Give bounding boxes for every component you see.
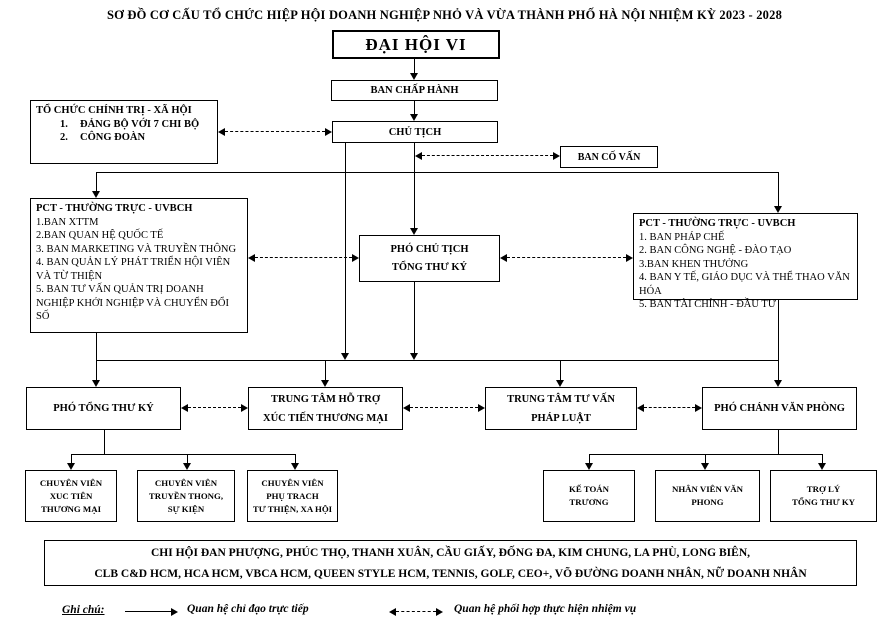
node-nhan-vien-van-phong [655, 470, 760, 522]
node-dai-hoi [332, 30, 500, 59]
legend-title: Ghi chú: [62, 604, 105, 616]
node-cv-xuc-tien-line3: THƯƠNG MẠI [40, 503, 102, 514]
node-cv-truyen-thong-line1: CHUYÊN VIÊN [154, 477, 218, 488]
node-tro-ly-line1: TRỢ LÝ [806, 484, 841, 494]
node-chuyen-vien-phu-trach [247, 470, 338, 522]
node-chi-hoi-line2: CLB C&D HCM, HCA HCM, VBCA HCM, QUEEN STYLE HCM, TENNIS, GOLF, CEO+, VÕ ĐƯỜNG DOANH NHÂN, NỮ DOANH NHÂN [94, 568, 807, 580]
node-tro-ly-tong-thu-ky [770, 470, 877, 522]
node-trung-tam-ho-tro [248, 387, 403, 430]
node-ke-toan-truong [543, 470, 635, 522]
node-pct-thuong-truc-left [30, 198, 248, 333]
node-chi-hoi-line1: CHI HỘI ĐAN PHƯỢNG, PHÚC THỌ, THANH XUÂN, CẦU GIẤY, ĐỐNG ĐA, KIM CHUNG, LA PHÙ, LONG BIÊN, [151, 547, 750, 559]
legend-dashed-label: Quan hệ phối hợp thực hiện nhiệm vụ [454, 603, 637, 615]
node-cv-phu-trach-line1: CHUYÊN VIÊN [261, 477, 324, 488]
list-item: 2.BAN QUAN HỆ QUỐC TẾ [36, 230, 164, 241]
node-nhan-vien-vp-line2: PHONG [691, 497, 724, 507]
node-ke-toan-line1: KẾ TOÁN [568, 484, 609, 494]
node-ban-chap-hanh-label: BAN CHẤP HÀNH [370, 85, 459, 96]
node-ban-chap-hanh [331, 80, 498, 101]
node-chi-hoi-list [44, 540, 857, 586]
node-ban-co-van [560, 146, 658, 168]
list-item: 4. BAN QUẢN LÝ PHÁT TRIỂN HỘI VIÊN VÀ TỪ THIỆN [36, 257, 231, 282]
node-to-chuc-title: TỔ CHỨC CHÍNH TRỊ - XÃ HỘI [36, 105, 192, 116]
node-pho-chu-tich [359, 235, 500, 282]
list-item: 2. BAN CÔNG NGHỆ - ĐÀO TẠO [639, 245, 792, 256]
node-tt-tu-van-line2: PHÁP LUẬT [531, 412, 591, 424]
list-item: 5. BAN TÀI CHÍNH - ĐẦU TƯ [639, 299, 776, 310]
node-ban-co-van-label: BAN CỐ VẤN [577, 151, 641, 163]
node-ke-toan-line2: TRƯƠNG [569, 497, 609, 507]
list-item: 3. BAN MARKETING VÀ TRUYỀN THÔNG [36, 243, 237, 255]
node-pct-thuong-truc-right [633, 213, 858, 310]
list-item-number: 2. [60, 132, 68, 143]
node-to-chuc-chinh-tri [30, 100, 218, 164]
node-nhan-vien-vp-line1: NHÂN VIÊN VĂN [671, 484, 744, 494]
list-item: 5. BAN TƯ VẤN QUẢN TRỊ DOANH NGHIỆP KHỞI NGHIỆP VÀ CHUYỂN ĐỔI SỐ [36, 284, 229, 322]
node-chuyen-vien-truyen-thong [137, 470, 235, 522]
node-tro-ly-line2: TỔNG THƯ KY [791, 497, 856, 507]
legend-solid-label: Quan hệ chỉ đạo trực tiếp [187, 603, 309, 615]
node-cv-xuc-tien-line2: XUC TIÊN [49, 490, 93, 501]
node-pho-tong-thu-ky-label: PHÓ TỔNG THƯ KÝ [53, 403, 154, 414]
list-item-text: CÔNG ĐOÀN [80, 132, 146, 143]
node-tt-ho-tro-line2: XÚC TIẾN THƯƠNG MẠI [263, 412, 388, 424]
node-pho-tong-thu-ky [26, 387, 181, 430]
list-item [36, 118, 199, 132]
list-item [36, 131, 145, 145]
node-pho-chanh-vp-label: PHÓ CHÁNH VĂN PHÒNG [714, 403, 845, 414]
node-pct-right-title: PCT - THƯỜNG TRỰC - UVBCH [639, 218, 796, 229]
list-item: 3.BAN KHEN THƯỞNG [639, 258, 749, 270]
list-item: 1. BAN PHÁP CHẾ [639, 231, 725, 243]
node-pho-chu-tich-line1: PHÓ CHỦ TỊCH [390, 243, 469, 255]
node-pct-left-title: PCT - THƯỜNG TRỰC - UVBCH [36, 203, 193, 214]
node-cv-xuc-tien-line1: CHUYÊN VIÊN [39, 477, 103, 488]
node-chuyen-vien-xuc-tien [25, 470, 117, 522]
node-cv-phu-trach-line2: PHỤ TRACH [266, 490, 319, 501]
page-title: SƠ ĐỒ CƠ CẤU TỔ CHỨC HIỆP HỘI DOANH NGHIỆP NHỎ VÀ VỪA THÀNH PHỐ HÀ NỘI NHIỆM KỲ 2023 - 2028 [106, 8, 783, 22]
node-chu-tich [332, 121, 498, 143]
list-item: 1.BAN XTTM [36, 216, 99, 228]
node-tt-ho-tro-line1: TRUNG TÂM HỖ TRỢ [271, 393, 380, 405]
node-chu-tich-label: CHỦ TỊCH [388, 126, 442, 138]
list-item: 4. BAN Y TẾ, GIÁO DỤC VÀ THỂ THAO VĂN HÓA [639, 272, 850, 297]
node-cv-phu-trach-line3: TƯ THIỆN, XA HỘI [252, 503, 333, 514]
list-item-text: ĐẢNG BỘ VỚI 7 CHI BỘ [80, 118, 200, 130]
node-pho-chu-tich-line2: TỔNG THƯ KÝ [391, 262, 468, 274]
node-tt-tu-van-line1: TRUNG TÂM TƯ VẤN [507, 393, 615, 405]
node-cv-truyen-thong-line3: SỰ KIỆN [167, 503, 205, 514]
list-item-number: 1. [60, 118, 68, 130]
node-pho-chanh-van-phong [702, 387, 857, 430]
node-trung-tam-tu-van [485, 387, 637, 430]
node-dai-hoi-label: ĐẠI HỘI VI [365, 35, 467, 54]
node-cv-truyen-thong-line2: TRUYỀN THONG, [148, 490, 224, 501]
